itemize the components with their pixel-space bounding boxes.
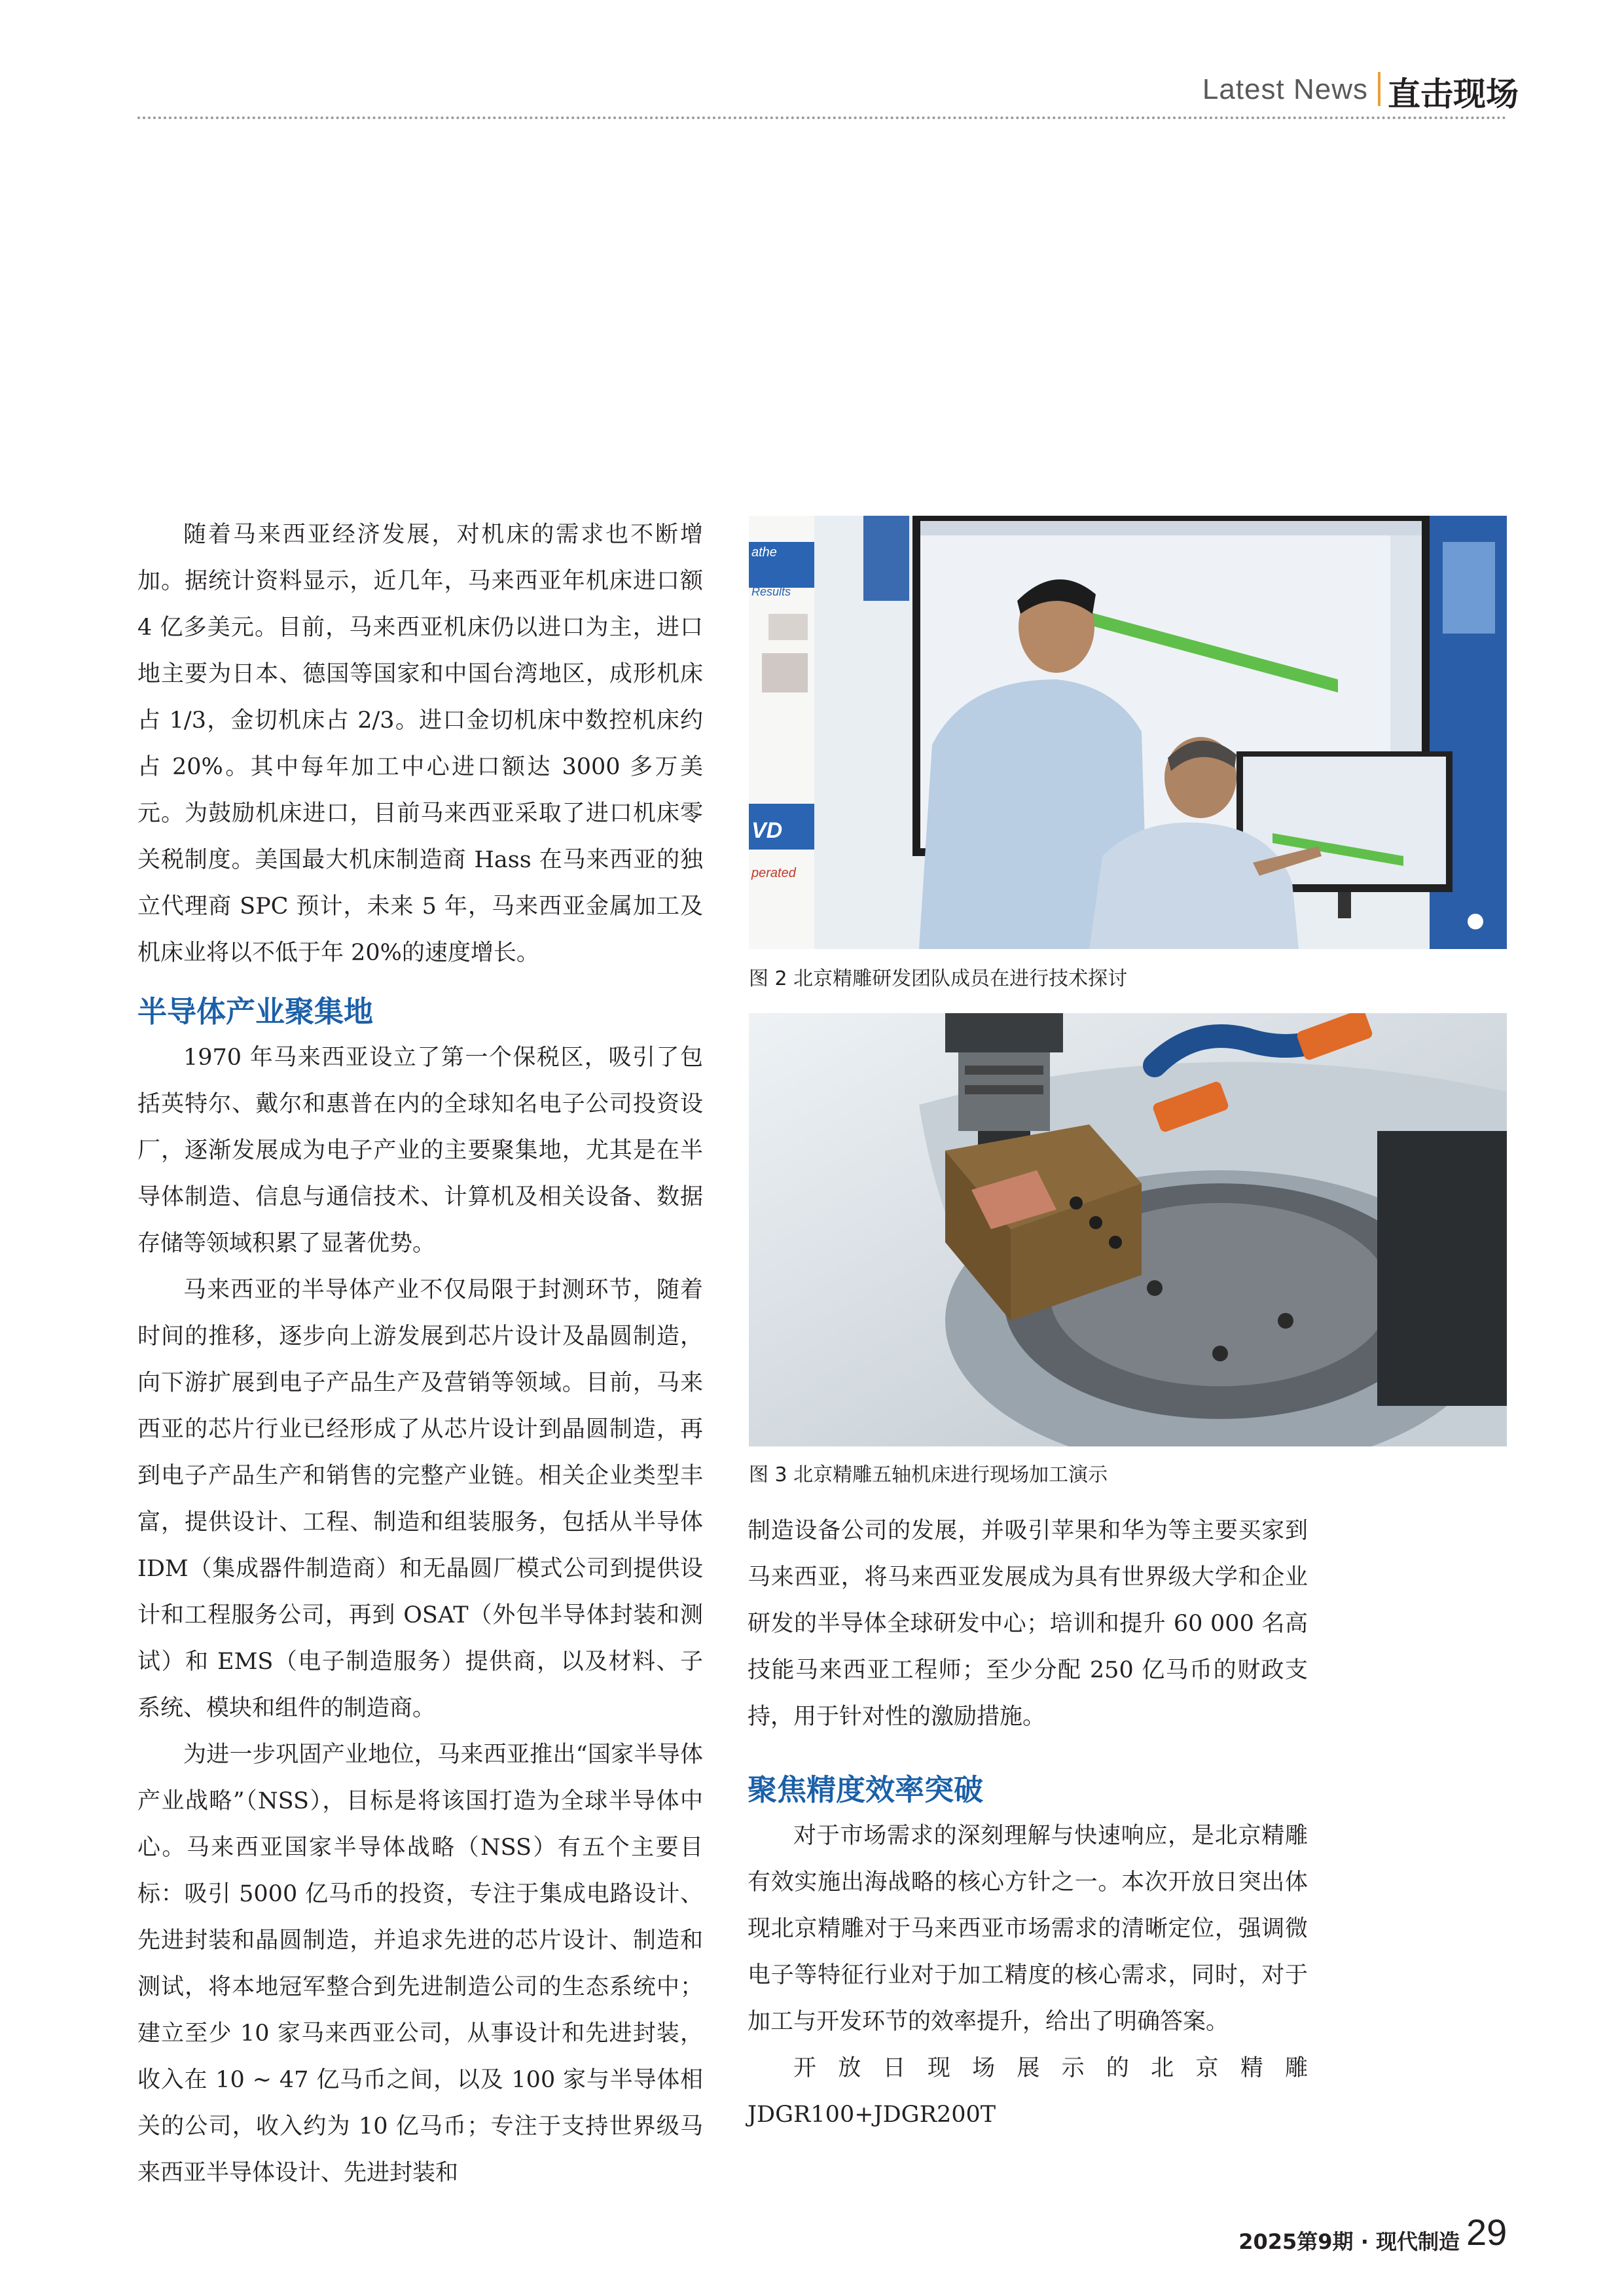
left-text-column	[137, 512, 703, 2197]
section-title-zh: 直击现场	[1388, 75, 1519, 113]
paragraph: 马来西亚的半导体产业不仅局限于封测环节，随着时间的推移，逐步向上游发展到芯片设计及晶圆制造，向下游扩展到电子产品生产及营销等领域。目前，马来西亚的芯片行业已经形成了从芯片设计到晶圆制造，再到电子产品生产和销售的完整产业链。相关企业类型丰富，提供设计、工程、制造和组装服务，包括从半导体 IDM（集成器件制造商）和无晶圆厂模式公司到提供设计和工程服务公司，再到 OSAT（外包半导体封装和测试）和 EMS（电子制造服务）提供商，以及材料、子系统、模块和组件的制造商。	[137, 1277, 703, 1721]
figure-2-photo	[749, 516, 1507, 949]
section-heading: 半导体产业聚集地	[137, 994, 374, 1029]
paragraph: 1970 年马来西亚设立了第一个保税区，吸引了包括英特尔、戴尔和惠普在内的全球知名电子公司投资设厂，逐渐发展成为电子产业的主要聚集地，尤其是在半导体制造、信息与通信技术、计算机及相关设备、数据存储等领域积累了显著优势。	[137, 1045, 703, 1257]
paragraph: 开放日现场展示的北京精雕 JDGR100+JDGR200T	[748, 2055, 1308, 2128]
page-number: 29	[1466, 2212, 1507, 2253]
banner-text: athe	[751, 545, 777, 560]
figure-3-caption: 图 3 北京精雕五轴机床进行现场加工演示	[749, 1463, 1108, 1486]
section-heading: 聚焦精度效率突破	[748, 1772, 984, 1807]
banner-text: perated	[751, 866, 796, 880]
paragraph: 随着马来西亚经济发展，对机床的需求也不断增加。据统计资料显示，近几年，马来西亚年机床进口额 4 亿多美元。目前，马来西亚机床仍以进口为主，进口地主要为日本、德国等国家和中国台湾地区，成形机床占 1/3，金切机床占 2/3。进口金切机床中数控机床约占 20%。其中每年加工中心进口额达 3000 多万美元。为鼓励机床进口，目前马来西亚采取了进口机床零关税制度。美国最大机床制造商 Hass 在马来西亚的独立代理商 SPC 预计，未来 5 年，马来西亚金属加工及机床业将以不低于年 20%的速度增长。	[137, 522, 703, 966]
paragraph: 制造设备公司的发展，并吸引苹果和华为等主要买家到马来西亚，将马来西亚发展成为具有世界级大学和企业研发的半导体全球研发中心；培训和提升 60 000 名高技能马来西亚工程师；至少分配 250 亿马币的财政支持，用于针对性的激励措施。	[748, 1518, 1308, 1730]
figure-3-photo	[749, 1013, 1507, 1446]
right-text-column	[748, 1508, 1308, 2138]
section-title-en: Latest News	[1202, 73, 1368, 105]
paragraph: 对于市场需求的深刻理解与快速响应，是北京精雕有效实施出海战略的核心方针之一。本次开放日突出体现北京精雕对于马来西亚市场需求的清晰定位，强调微电子等特征行业对于加工精度的核心需求，同时，对于加工与开发环节的效率提升，给出了明确答案。	[748, 1823, 1308, 2035]
header-separator	[1378, 72, 1380, 106]
banner-text: VD	[751, 818, 783, 843]
header-dotted-rule	[137, 117, 1507, 119]
banner-text: Results	[751, 585, 791, 598]
paragraph: 为进一步巩固产业地位，马来西亚推出“国家半导体产业战略”（NSS），目标是将该国打造为全球半导体中心。马来西亚国家半导体战略（NSS）有五个主要目标：吸引 5000 亿马币的投资，专注于集成电路设计、先进封装和晶圆制造，并追求先进的芯片设计、制造和测试，将本地冠军整合到先进制造公司的生态系统中；建立至少 10 家马来西亚公司，从事设计和先进封装，收入在 10 ~ 47 亿马币之间，以及 100 家与半导体相关的公司，收入约为 10 亿马币；专注于支持世界级马来西亚半导体设计、先进封装和	[137, 1742, 703, 2186]
figure-2-caption: 图 2 北京精雕研发团队成员在进行技术探讨	[749, 967, 1128, 990]
issue-label: 2025第9期 · 现代制造	[1238, 2229, 1460, 2254]
